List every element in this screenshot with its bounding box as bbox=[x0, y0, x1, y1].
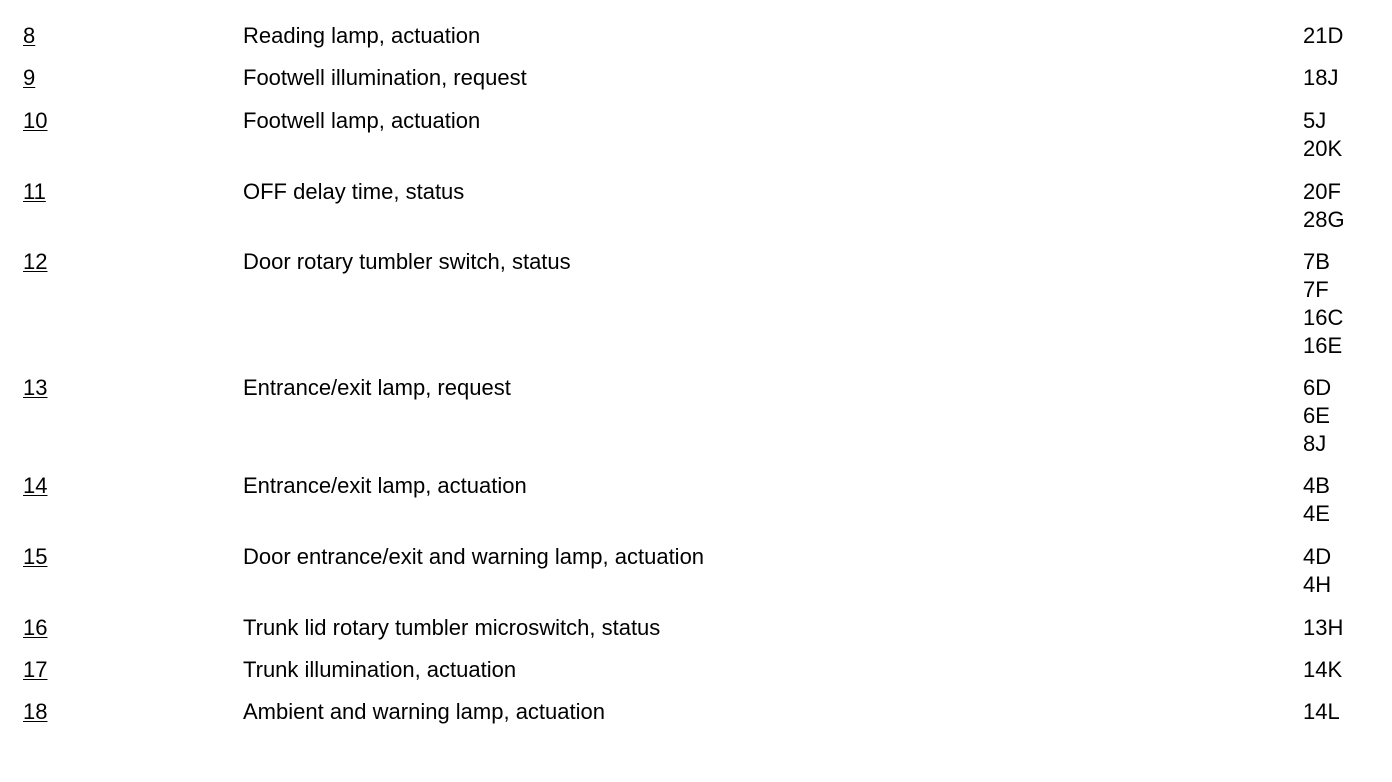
row-number[interactable] bbox=[23, 374, 47, 402]
reference-code: 21D bbox=[1303, 23, 1344, 48]
row-number[interactable] bbox=[23, 543, 47, 571]
row-number[interactable] bbox=[23, 178, 46, 206]
reference-code: 4D bbox=[1303, 544, 1332, 569]
reference-code: 8J bbox=[1303, 431, 1327, 456]
row-references bbox=[1303, 698, 1340, 726]
row-references bbox=[1303, 472, 1330, 528]
row-number-link[interactable]: 15 bbox=[23, 544, 48, 569]
row-references bbox=[1303, 178, 1345, 234]
reference-code: 6E bbox=[1303, 403, 1330, 428]
table-row bbox=[0, 64, 1392, 107]
reference-code: 7B bbox=[1303, 249, 1330, 274]
row-number[interactable] bbox=[23, 248, 47, 276]
reference-code: 13H bbox=[1303, 615, 1344, 640]
row-references bbox=[1303, 22, 1343, 50]
row-references bbox=[1303, 64, 1338, 92]
row-number-link[interactable]: 18 bbox=[23, 699, 48, 724]
row-number-link[interactable]: 8 bbox=[23, 23, 36, 48]
row-references bbox=[1303, 656, 1342, 684]
row-number[interactable] bbox=[23, 64, 35, 92]
row-number[interactable] bbox=[23, 472, 47, 500]
table-row bbox=[0, 178, 1392, 248]
table-row bbox=[0, 698, 1392, 740]
row-references bbox=[1303, 107, 1342, 163]
row-number-link[interactable]: 12 bbox=[23, 249, 48, 274]
table-row bbox=[0, 107, 1392, 178]
row-number-link[interactable]: 11 bbox=[23, 179, 46, 204]
reference-code: 4E bbox=[1303, 501, 1330, 526]
row-number[interactable] bbox=[23, 107, 47, 135]
row-number-link[interactable]: 17 bbox=[23, 657, 48, 682]
reference-code: 20K bbox=[1303, 136, 1343, 161]
row-number-link[interactable]: 13 bbox=[23, 375, 48, 400]
row-references bbox=[1303, 248, 1343, 360]
reference-code: 4B bbox=[1303, 473, 1330, 498]
signal-table bbox=[0, 22, 1392, 740]
table-row bbox=[0, 614, 1392, 656]
row-description: Door rotary tumbler switch, status bbox=[243, 249, 571, 274]
reference-code: 7F bbox=[1303, 277, 1329, 302]
row-number[interactable] bbox=[23, 614, 47, 642]
row-description: Trunk lid rotary tumbler microswitch, status bbox=[243, 615, 661, 640]
table-row bbox=[0, 472, 1392, 543]
row-description: Footwell lamp, actuation bbox=[243, 108, 481, 133]
row-number[interactable] bbox=[23, 698, 47, 726]
row-number[interactable] bbox=[23, 656, 47, 684]
table-row bbox=[0, 374, 1392, 472]
reference-code: 20F bbox=[1303, 179, 1341, 204]
table-row bbox=[0, 656, 1392, 698]
row-number[interactable] bbox=[23, 22, 35, 50]
row-references bbox=[1303, 543, 1331, 599]
row-number-link[interactable]: 9 bbox=[23, 65, 36, 90]
row-description: Ambient and warning lamp, actuation bbox=[243, 699, 605, 724]
row-references bbox=[1303, 374, 1331, 458]
reference-code: 18J bbox=[1303, 65, 1339, 90]
row-description: Entrance/exit lamp, actuation bbox=[243, 473, 527, 498]
row-number-link[interactable]: 16 bbox=[23, 615, 48, 640]
row-number-link[interactable]: 14 bbox=[23, 473, 48, 498]
reference-code: 14K bbox=[1303, 657, 1343, 682]
reference-code: 14L bbox=[1303, 699, 1340, 724]
row-description: Trunk illumination, actuation bbox=[243, 657, 517, 682]
row-description: Footwell illumination, request bbox=[243, 65, 527, 90]
table-row bbox=[0, 22, 1392, 64]
reference-code: 5J bbox=[1303, 108, 1327, 133]
row-description: Reading lamp, actuation bbox=[243, 23, 481, 48]
reference-code: 16C bbox=[1303, 305, 1344, 330]
reference-code: 4H bbox=[1303, 572, 1332, 597]
row-description: OFF delay time, status bbox=[243, 179, 465, 204]
row-description: Entrance/exit lamp, request bbox=[243, 375, 511, 400]
table-row bbox=[0, 543, 1392, 614]
reference-code: 6D bbox=[1303, 375, 1332, 400]
row-description: Door entrance/exit and warning lamp, actuation bbox=[243, 544, 705, 569]
reference-code: 16E bbox=[1303, 333, 1343, 358]
reference-code: 28G bbox=[1303, 207, 1345, 232]
table-row bbox=[0, 248, 1392, 374]
row-references bbox=[1303, 614, 1343, 642]
row-number-link[interactable]: 10 bbox=[23, 108, 48, 133]
